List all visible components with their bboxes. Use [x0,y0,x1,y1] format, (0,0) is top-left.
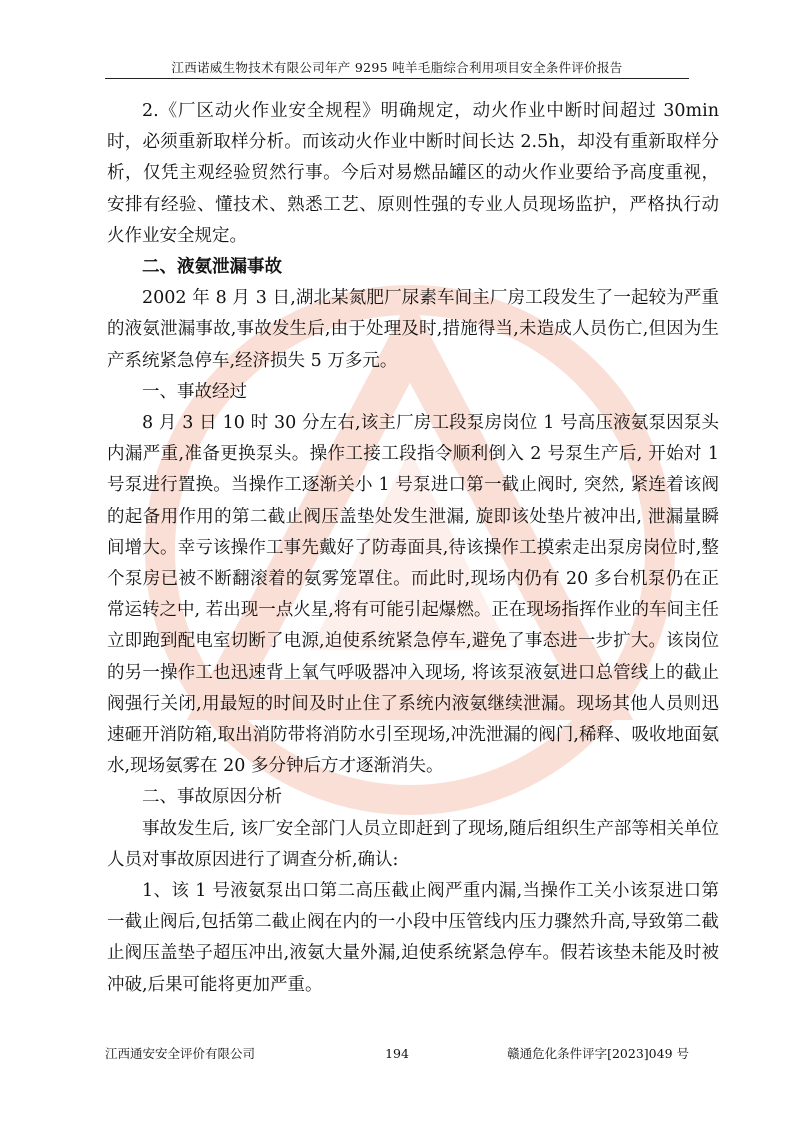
footer-company: 江西通安安全评价有限公司 [105,1046,256,1061]
page-number: 194 [385,1046,409,1061]
paragraph: 8 月 3 日 10 时 30 分左右,该主厂房工段泵房岗位 1 号高压液氨泵因泵头内漏严重,准备更换泵头。操作工接工段指令顺利倒入 2 号泵生产后, 开始对 1 号泵进行置换。当操作工逐渐关小 1 号泵进口第一截止阀时, 突然, 紧连着该阀的起备用作用的第二截止阀压盖垫处发生泄漏, 旋即该处垫片被冲出, 泄漏量瞬间增大。幸亏该操作工事先戴好了防毒面具,待该操作工摸索走出泵房岗位时,整个泵房已被不断翻滚着的氨雾笼罩住。而此时,现场内仍有 20 多台机泵仍在正常运转之中, 若出现一点火星,将有可能引起爆燃。正在现场指挥作业的车间主任立即跑到配电室切断了电源,迫使系统紧急停车,避免了事态进一步扩大。该岗位的另一操作工也迅速背上氧气呼吸器冲入现场, 将该泵液氨进口总管线上的截止阀强行关闭,用最短的时间及时止住了系统内液氨继续泄漏。现场其他人员则迅速砸开消防箱,取出消防带将消防水引至现场,冲洗泄漏的阀门,稀释、吸收地面氨水,现场氨雾在 20 多分钟后方才逐渐消失。 [107,413,719,777]
header-title: 江西诺威生物技术有限公司年产 9295 吨羊毛脂综合利用项目安全条件评价报告 [171,60,623,75]
page-footer [105,1044,689,1064]
body-text [107,96,719,1001]
footer-report-code: 赣通危化条件评字[2023]049 号 [507,1046,689,1061]
paragraph: 1、该 1 号液氨泵出口第二高压截止阀严重内漏,当操作工关小该泵进口第一截止阀后,包括第二截止阀在内的一小段中压管线内压力骤然升高,导致第二截止阀压盖垫子超压冲出,液氨大量外漏,迫使系统紧急停车。假若该垫未能及时被冲破,后果可能将更加严重。 [107,881,719,995]
paragraph: 2.《厂区动火作业安全规程》明确规定，动火作业中断时间超过 30min 时，必须重新取样分析。而该动火作业中断时间长达 2.5h，却没有重新取样分析，仅凭主观经验贸然行事。今后对易燃品罐区的动火作业要给予高度重视，安排有经验、懂技术、熟悉工艺、原则性强的专业人员现场监护，严格执行动火作业安全规定。 [107,101,719,246]
paragraph: 事故发生后, 该厂安全部门人员立即赶到了现场,随后组织生产部等相关单位人员对事故原因进行了调查分析,确认: [107,818,719,870]
section-heading: 二、液氨泄漏事故 [142,257,282,278]
page-header [105,58,689,80]
paragraph: 一、事故经过 [142,381,247,402]
paragraph: 2002 年 8 月 3 日,湖北某氮肥厂尿素车间主厂房工段发生了一起较为严重的液氨泄漏事故,事故发生后,由于处理及时,措施得当,未造成人员伤亡,但因为生产系统紧急停车,经济损失 5 万多元。 [107,288,719,371]
paragraph: 二、事故原因分析 [142,787,282,808]
header-rule [105,78,689,79]
